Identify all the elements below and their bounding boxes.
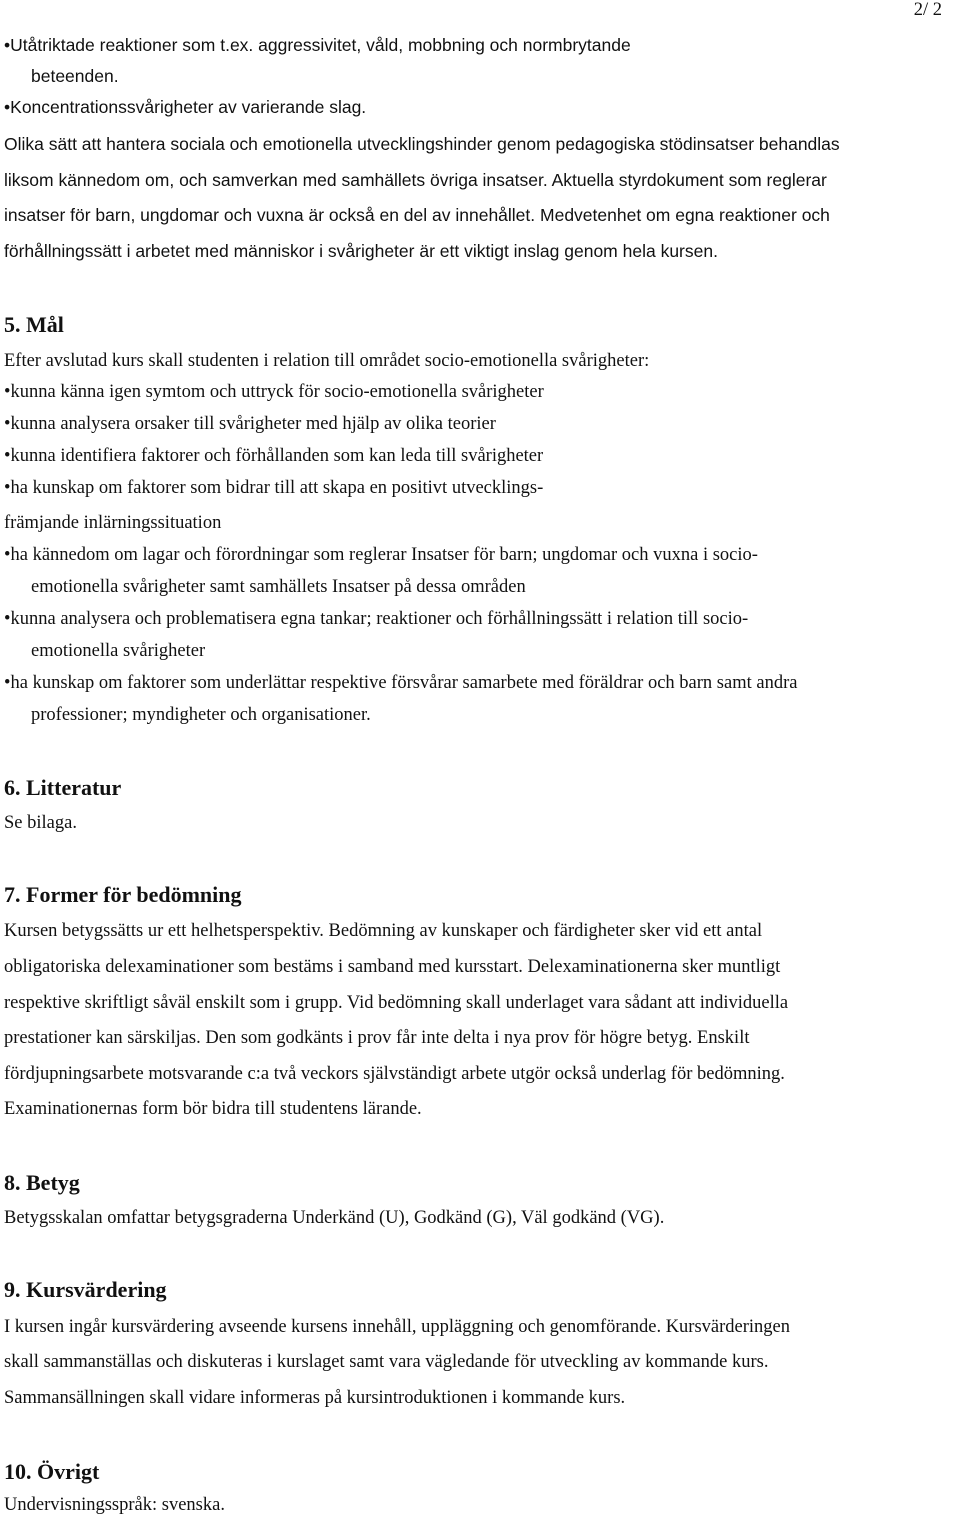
- list-item: • kunna känna igen symtom och uttryck för socio-emotionella svårigheter: [4, 382, 544, 403]
- list-item: • kunna identifiera faktorer och förhållanden som kan leda till svårigheter: [4, 446, 543, 467]
- paragraph-line: förhållningssätt i arbetet med människor i svårigheter är ett viktigt inslag genom hela kursen.: [4, 241, 718, 261]
- list-item: • Utåtriktade reaktioner som t.ex. aggressivitet, våld, mobbning och normbrytande: [4, 35, 631, 56]
- list-item: • kunna analysera och problematisera egna tankar; reaktioner och förhållningssätt i relation till socio-: [4, 609, 748, 630]
- section-intro: Efter avslutad kurs skall studenten i relation till området socio-emotionella svårigheter:: [4, 351, 650, 371]
- list-item-continuation: beteenden.: [31, 66, 119, 86]
- paragraph-line: Sammansällningen skall vidare informeras på kursintroduktionen i kommande kurs.: [4, 1388, 626, 1408]
- paragraph-line: prestationer kan särskiljas. Den som godkänts i prov får inte delta i nya prov för högre betyg. Enskilt: [4, 1028, 750, 1048]
- section-heading-bedomning: 7. Former för bedömning: [4, 882, 242, 907]
- section-heading-kursvardering: 9. Kursvärdering: [4, 1277, 167, 1302]
- paragraph-line: respektive skriftligt såväl enskilt som i grupp. Vid bedömning skall underlaget vara sådant att individuella: [4, 993, 789, 1013]
- paragraph-line: Kursen betygssätts ur ett helhetsperspektiv. Bedömning av kunskaper och färdigheter sker vid ett antal: [4, 921, 763, 941]
- list-item: • Koncentrationssvårigheter av varierande slag.: [4, 97, 366, 118]
- section-heading-litteratur: 6. Litteratur: [4, 775, 122, 800]
- list-item-continuation: främjande inlärningssituation: [4, 513, 222, 533]
- paragraph-line: I kursen ingår kursvärdering avseende kursens innehåll, uppläggning och genomförande. Kursvärderingen: [4, 1317, 791, 1337]
- paragraph-line: liksom kännedom om, och samverkan med samhällets övriga insatser. Aktuella styrdokument som reglerar: [4, 170, 827, 190]
- list-item: • ha kännedom om lagar och förordningar som reglerar Insatser för barn; ungdomar och vuxna i socio-: [4, 545, 758, 566]
- paragraph-line: insatser för barn, ungdomar och vuxna är också en del av innehållet. Medvetenhet om egna reaktioner och: [4, 205, 830, 225]
- paragraph-line: Olika sätt att hantera sociala och emotionella utvecklingshinder genom pedagogiska stödinsatser behandlas: [4, 134, 840, 154]
- section-heading-ovrigt: 10. Övrigt: [4, 1459, 100, 1484]
- paragraph-line: obligatoriska delexaminationer som bestäms i samband med kursstart. Delexaminationerna sker muntligt: [4, 957, 781, 977]
- section-text: Undervisningsspråk: svenska.: [4, 1495, 225, 1515]
- paragraph-line: fördjupningsarbete motsvarande c:a två veckors självständigt arbete utgör också underlag för bedömning.: [4, 1064, 785, 1084]
- paragraph-line: Examinationernas form bör bidra till studentens lärande.: [4, 1099, 422, 1119]
- section-heading-betyg: 8. Betyg: [4, 1170, 80, 1195]
- list-item: • ha kunskap om faktorer som bidrar till att skapa en positivt utvecklings-: [4, 478, 543, 499]
- list-item-continuation: emotionella svårigheter: [31, 641, 206, 661]
- section-text: Betygsskalan omfattar betygsgraderna Underkänd (U), Godkänd (G), Väl godkänd (VG).: [4, 1208, 665, 1228]
- page-number: 2/ 2: [913, 0, 942, 20]
- list-item-continuation: professioner; myndigheter och organisationer.: [31, 705, 371, 725]
- section-heading-mal: 5. Mål: [4, 312, 64, 337]
- list-item-continuation: emotionella svårigheter samt samhällets Insatser på dessa områden: [31, 577, 526, 597]
- section-text: Se bilaga.: [4, 813, 77, 833]
- list-item: • kunna analysera orsaker till svårigheter med hjälp av olika teorier: [4, 414, 496, 435]
- list-item: • ha kunskap om faktorer som underlättar respektive försvårar samarbete med föräldrar och barn samt andra: [4, 673, 797, 694]
- paragraph-line: skall sammanställas och diskuteras i kurslaget samt vara vägledande för utveckling av kommande kurs.: [4, 1352, 769, 1372]
